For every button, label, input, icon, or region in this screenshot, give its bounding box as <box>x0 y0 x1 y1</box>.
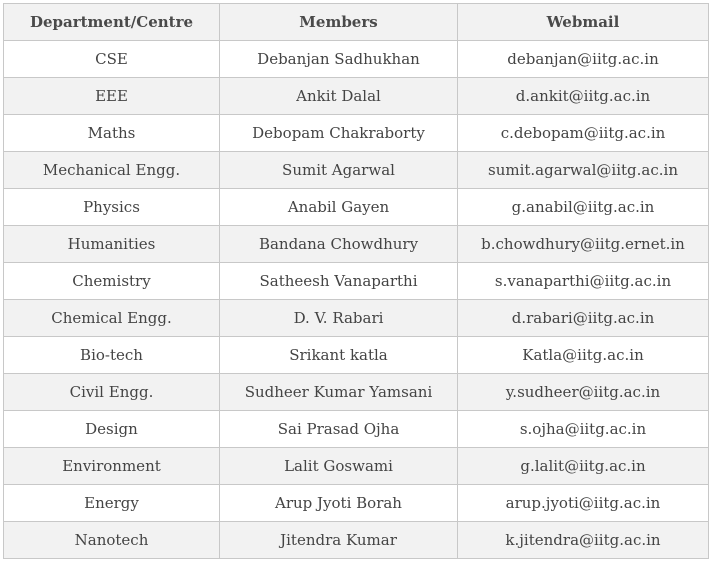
member-cell: Sumit Agarwal <box>220 152 458 189</box>
table-row <box>4 300 709 337</box>
webmail-cell: s.vanaparthi@iitg.ac.in <box>458 263 709 300</box>
header-department: Department/Centre <box>4 4 220 41</box>
member-cell: Debopam Chakraborty <box>220 115 458 152</box>
table-row <box>4 263 709 300</box>
table-row <box>4 485 709 522</box>
webmail-cell: debanjan@iitg.ac.in <box>458 41 709 78</box>
department-cell: Chemistry <box>4 263 220 300</box>
department-cell: Mechanical Engg. <box>4 152 220 189</box>
table-row <box>4 152 709 189</box>
webmail-cell: arup.jyoti@iitg.ac.in <box>458 485 709 522</box>
webmail-cell: s.ojha@iitg.ac.in <box>458 411 709 448</box>
header-webmail: Webmail <box>458 4 709 41</box>
department-cell: Energy <box>4 485 220 522</box>
member-cell: Debanjan Sadhukhan <box>220 41 458 78</box>
table-row <box>4 78 709 115</box>
member-cell: Ankit Dalal <box>220 78 458 115</box>
header-row <box>4 4 709 41</box>
webmail-cell: b.chowdhury@iitg.ernet.in <box>458 226 709 263</box>
webmail-cell: y.sudheer@iitg.ac.in <box>458 374 709 411</box>
department-cell: Environment <box>4 448 220 485</box>
department-cell: Chemical Engg. <box>4 300 220 337</box>
member-cell: Satheesh Vanaparthi <box>220 263 458 300</box>
table-row <box>4 411 709 448</box>
webmail-cell: d.rabari@iitg.ac.in <box>458 300 709 337</box>
department-cell: CSE <box>4 41 220 78</box>
webmail-cell: g.anabil@iitg.ac.in <box>458 189 709 226</box>
member-cell: Bandana Chowdhury <box>220 226 458 263</box>
department-cell: Nanotech <box>4 522 220 559</box>
table-row <box>4 374 709 411</box>
member-cell: Jitendra Kumar <box>220 522 458 559</box>
header-members: Members <box>220 4 458 41</box>
table-row <box>4 522 709 559</box>
department-cell: Maths <box>4 115 220 152</box>
member-cell: Sudheer Kumar Yamsani <box>220 374 458 411</box>
table-row <box>4 226 709 263</box>
table-row <box>4 448 709 485</box>
members-table <box>3 3 709 559</box>
webmail-cell: Katla@iitg.ac.in <box>458 337 709 374</box>
department-cell: EEE <box>4 78 220 115</box>
member-cell: Arup Jyoti Borah <box>220 485 458 522</box>
department-cell: Civil Engg. <box>4 374 220 411</box>
webmail-cell: g.lalit@iitg.ac.in <box>458 448 709 485</box>
webmail-cell: k.jitendra@iitg.ac.in <box>458 522 709 559</box>
table-row <box>4 189 709 226</box>
table-row <box>4 115 709 152</box>
department-cell: Design <box>4 411 220 448</box>
member-cell: Anabil Gayen <box>220 189 458 226</box>
table-row <box>4 41 709 78</box>
department-cell: Bio-tech <box>4 337 220 374</box>
webmail-cell: d.ankit@iitg.ac.in <box>458 78 709 115</box>
member-cell: Lalit Goswami <box>220 448 458 485</box>
department-cell: Humanities <box>4 226 220 263</box>
table-row <box>4 337 709 374</box>
member-cell: Srikant katla <box>220 337 458 374</box>
member-cell: D. V. Rabari <box>220 300 458 337</box>
webmail-cell: c.debopam@iitg.ac.in <box>458 115 709 152</box>
webmail-cell: sumit.agarwal@iitg.ac.in <box>458 152 709 189</box>
department-cell: Physics <box>4 189 220 226</box>
member-cell: Sai Prasad Ojha <box>220 411 458 448</box>
